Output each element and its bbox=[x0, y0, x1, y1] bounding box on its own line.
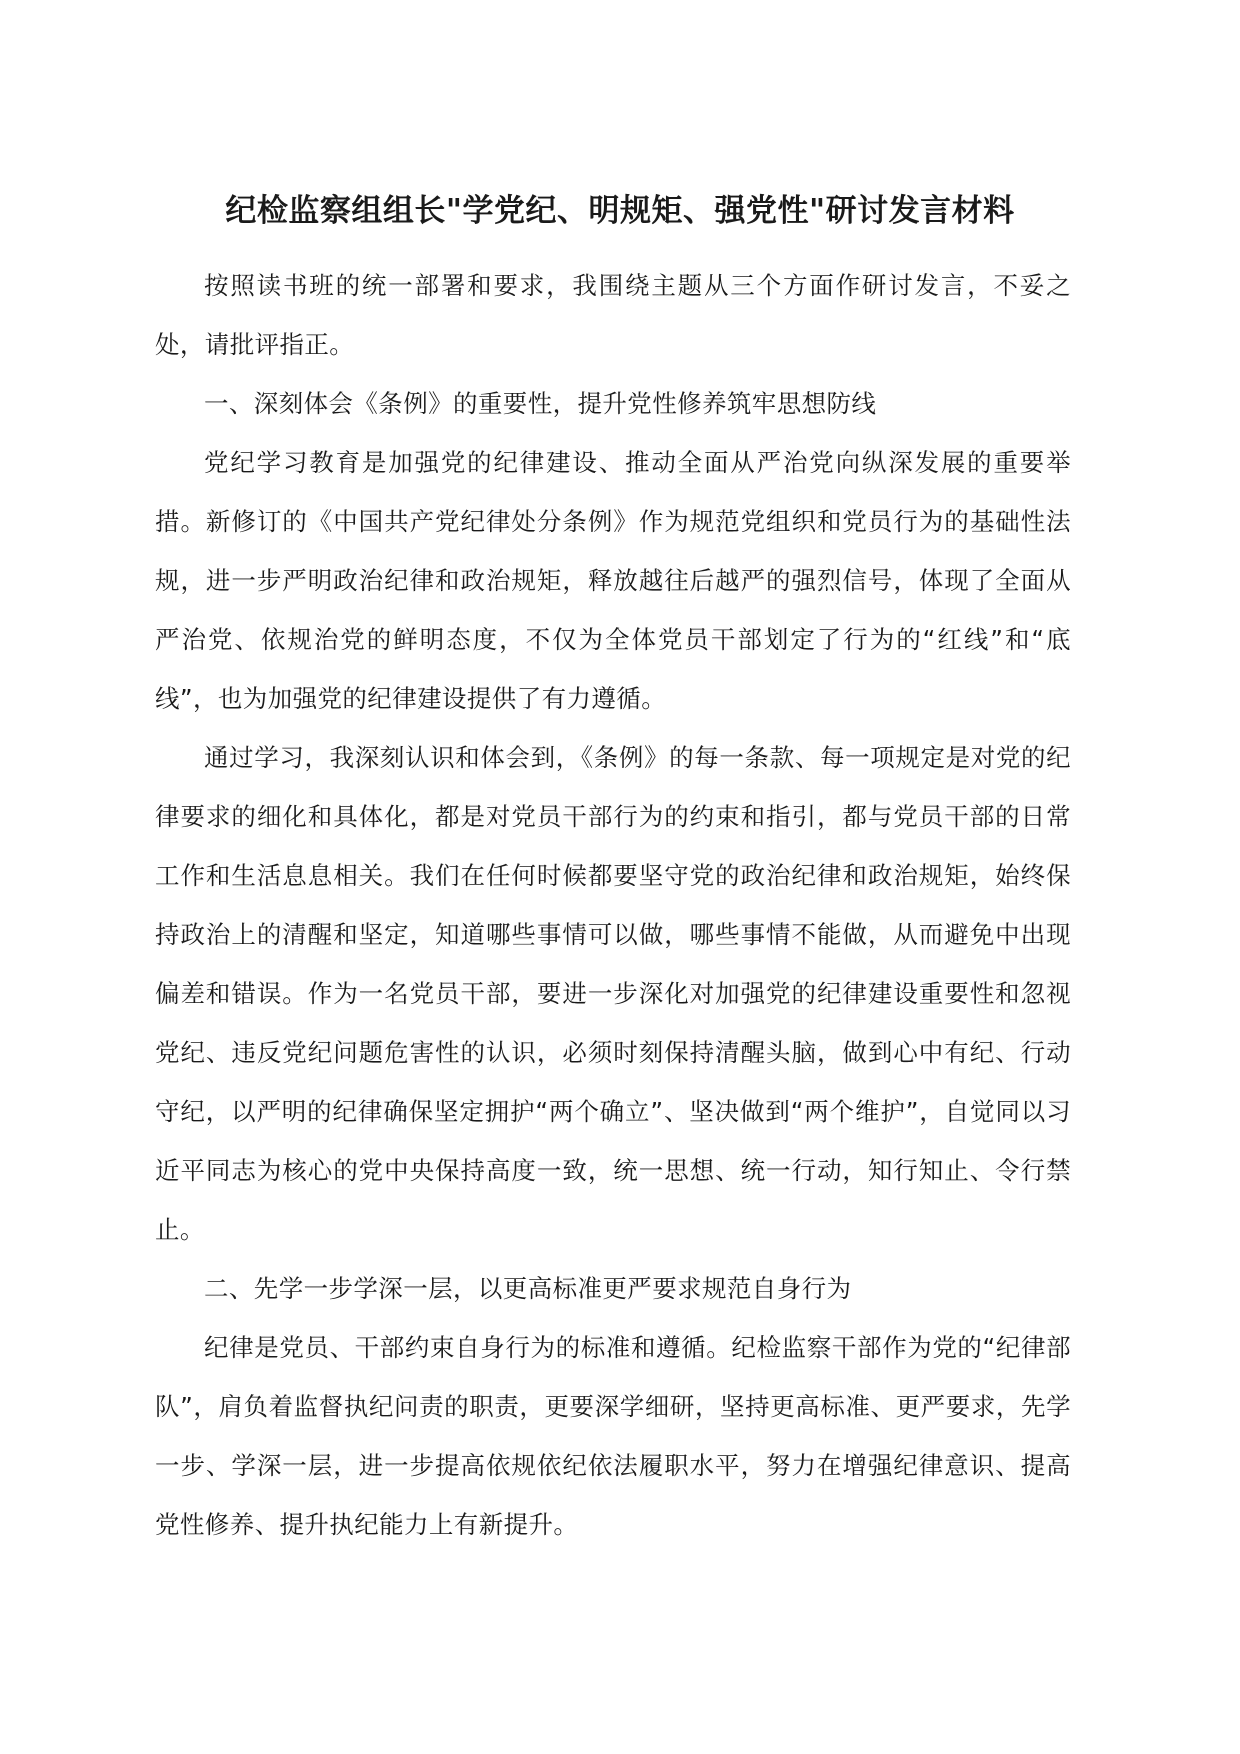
section-1-heading: 一、深刻体会《条例》的重要性，提升党性修养筑牢思想防线 bbox=[204, 389, 877, 418]
document-body bbox=[155, 256, 1071, 1554]
section-2-heading: 二、先学一步学深一层，以更高标准更严要求规范自身行为 bbox=[204, 1274, 852, 1303]
document-title: 纪检监察组组长"学党纪、明规矩、强党性"研讨发言材料 bbox=[225, 193, 1015, 229]
section-1-paragraph-1: 党纪学习教育是加强党的纪律建设、推动全面从严治党向纵深发展的重要举措。新修订的《中国共产党纪律处分条例》作为规范党组织和党员行为的基础性法规，进一步严明政治纪律和政治规矩，释放越往后越严的强烈信号，体现了全面从严治党、依规治党的鲜明态度，不仅为全体党员干部划定了行为的“红线”和“底线”，也为加强党的纪律建设提供了有力遵循。 bbox=[155, 448, 1071, 713]
intro-paragraph: 按照读书班的统一部署和要求，我围绕主题从三个方面作研讨发言，不妥之处，请批评指正。 bbox=[155, 271, 1071, 359]
section-2-paragraph-1: 纪律是党员、干部约束自身行为的标准和遵循。纪检监察干部作为党的“纪律部队”，肩负着监督执纪问责的职责，更要深学细研，坚持更高标准、更严要求，先学一步、学深一层，进一步提高依规依纪依法履职水平，努力在增强纪律意识、提高党性修养、提升执纪能力上有新提升。 bbox=[155, 1333, 1071, 1539]
section-1-paragraph-2: 通过学习，我深刻认识和体会到，《条例》的每一条款、每一项规定是对党的纪律要求的细化和具体化，都是对党员干部行为的约束和指引，都与党员干部的日常工作和生活息息相关。我们在任何时候都要坚守党的政治纪律和政治规矩，始终保持政治上的清醒和坚定，知道哪些事情可以做，哪些事情不能做，从而避免中出现偏差和错误。作为一名党员干部，要进一步深化对加强党的纪律建设重要性和忽视党纪、违反党纪问题危害性的认识，必须时刻保持清醒头脑，做到心中有纪、行动守纪，以严明的纪律确保坚定拥护“两个确立”、坚决做到“两个维护”，自觉同以习近平同志为核心的党中央保持高度一致，统一思想、统一行动，知行知止、令行禁止。 bbox=[155, 743, 1071, 1244]
